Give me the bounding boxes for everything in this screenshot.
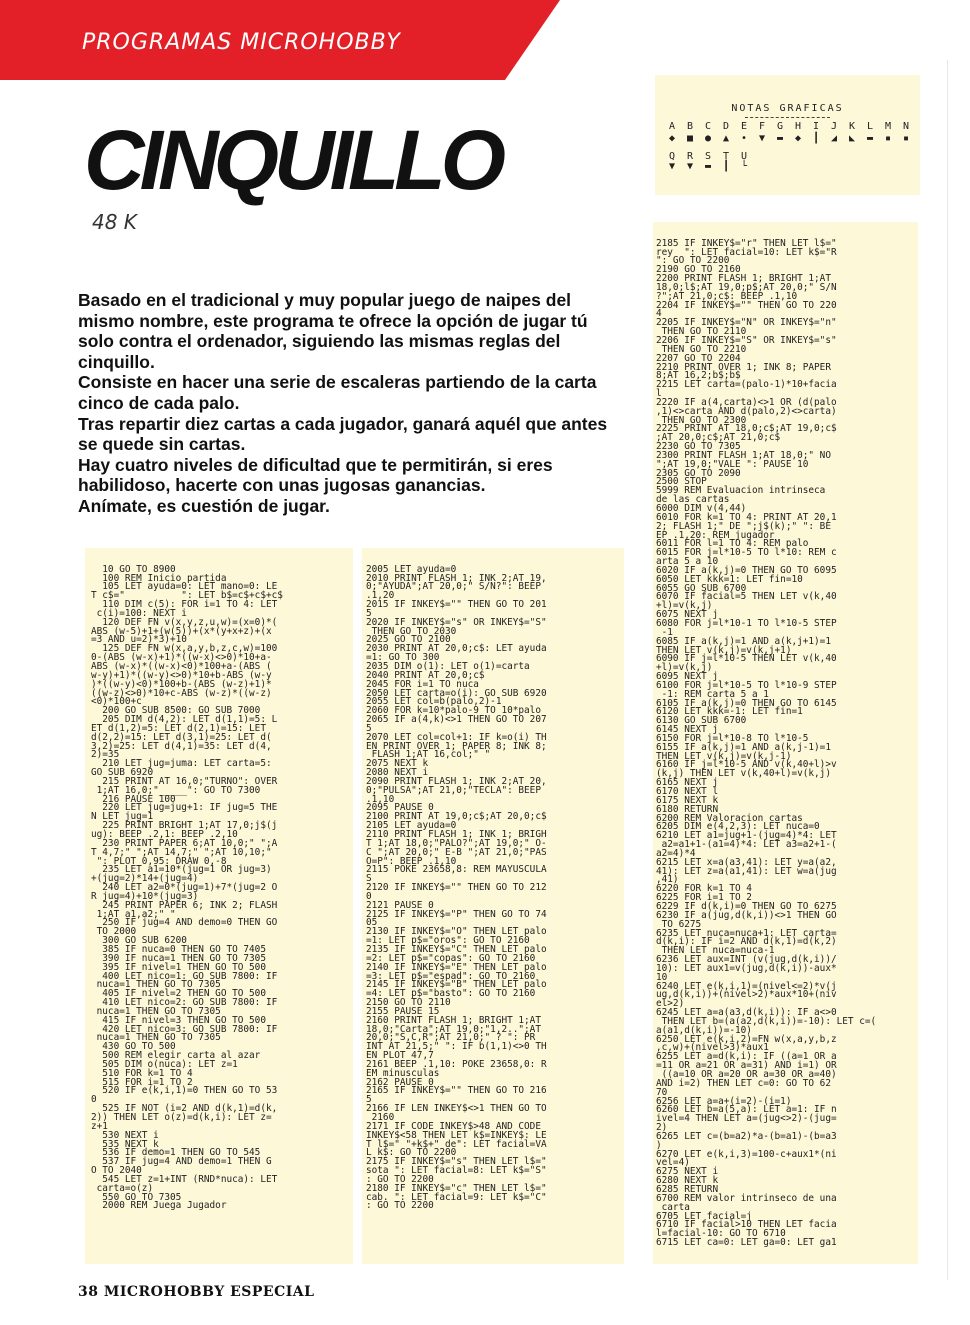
intro-text	[78, 290, 618, 517]
notes-letter: R	[686, 151, 694, 162]
card-glyph-icon: ▪	[884, 133, 892, 144]
card-glyph-icon: ◢	[830, 133, 838, 144]
card-glyph-icon: ◣	[848, 133, 856, 144]
card-glyph-icon: •	[740, 133, 748, 144]
card-glyph-icon: ▼	[686, 161, 694, 172]
card-glyph-icon: ┃	[812, 133, 820, 144]
card-glyph-icon: ▬	[866, 133, 874, 144]
notes-letter: N	[902, 121, 910, 132]
section-label: PROGRAMAS MICROHOBBY	[82, 30, 401, 55]
basic-listing-text: 2185 IF INKEY$="r" THEN LET l$=" rey ": LET facial=10: LET k$="R ": GO TO 2200 2190 GO TO 2160 2200 PRINT FLASH 1; BRIGHT 1;AT 18,0;l$;AT 19,0;p$;AT 20,0;" S/N ?";AT 21,0;c$: BEEP .1,10 2204 IF INKEY$="" THEN GO TO 220 4 2205 IF INKEY$="N" OR INKEY$="n" THEN GO TO 2110 2206 IF INKEY$="S" OR INKEY$="s" THEN GO TO 2210 2207 GO TO 2204 2210 PRINT OVER 1; INK 8; PAPER 8;AT 16,2;b$;b$ 2215 LET carta=(palo-1)*10+facia l 2220 IF a(4,carta)<>1 OR (d(palo ,1)<>carta AND d(palo,2)<>carta) THEN GO TO 2300 2225 PRINT AT 18,0;c$;AT 19,0;c$ ;AT 20,0;c$;AT 21,0;c$ 2230 GO TO 7305 2300 PRINT FLASH 1;AT 18,0;" NO ";AT 19,0;"VALE ": PAUSE 10 2305 GO TO 2090 2500 STOP 5999 REM Evaluacion intrinseca de las cartas 6000 DIM v(4,44) 6010 FOR k=1 TO 4: PRINT AT 20,1 2; FLASH 1;" DE ";j$(k);" ": BE EP .1,20: REM jugador 6011 FOR l=1 TO 4: REM palo 6015 FOR j=l*10-5 TO l*10: REM c arta 5 a 10 6020 IF a(k,j)=0 THEN GO TO 6095 6050 LET kkk=1: LET fin=10 6055 GO SUB 6700 6070 IF facial=5 THEN LET v(k,40 +l)=v(k,j) 6075 NEXT j 6080 FOR j=l*10-1 TO l*10-5 STEP -1 6085 IF a(k,j)=1 AND a(k,j+1)=1 THEN LET v(k,j)=v(k,j+1) 6090 IF j=l*10-5 THEN LET v(k,40 +l)=v(k,j) 6095 NEXT j 6100 FOR j=l*10-5 TO l*10-9 STEP -1: REM carta 5 a 1 6105 IF a(k,j)=0 THEN GO TO 6145 6120 LET kkk=-1: LET fin=1 6130 GO SUB 6700 6145 NEXT j 6150 FOR j=l*10-8 TO l*10-5 6155 IF a(k,j)=1 AND a(k,j-1)=1 THEN LET v(k,j)=v(k,j-1) 6160 IF j=l*10-5 AND v(k,40+l)>v (k,j) THEN LET v(k,40+l)=v(k,j) 6165 NEXT j 6170 NEXT l 6175 NEXT k 6180 RETURN 6200 REM Valoracion cartas 6205 DIM e(4,2,3): LET nuca=0 6210 LET a1=jug+1-(jug=4)*4: LET a2=a1+1-(a1=4)*4: LET a3=a2+1-( a2=4)*4 6215 LET x=a(a3,41): LET y=a(a2, 41): LET z=a(a1,41): LET w=a(jug ,41) 6220 FOR k=1 TO 4 6225 FOR i=1 TO 2 6229 IF d(k,i)=0 THEN GO TO 6275 6230 IF a(jug,d(k,i))<>1 THEN GO TO 6275 6235 LET nuca=nuca+1: LET carta= d(k,i): IF i=2 AND d(k,1)=d(k,2) THEN LET nuca=nuca-1 6236 LET aux=INT (v(jug,d(k,i))/ 10): LET aux1=v(jug,d(k,i))-aux* 10 6240 LET e(k,i,1)=(nivel<=2)*v(j ug,d(k,i))+(nivel>2)*aux*10+(niv el>2) 6245 LET a=a(a3,d(k,i)): IF a<>0 THEN LET b=(a(a2,d(k,i))=-10): LET c=( a(a1,d(k,i))=-10) 6250 LET e(k,i,2)=FN w(x,a,y,b,z ,c,w)+(nivel>3)*aux1 6255 LET a=d(k,i): IF ((a=1 OR a =11 OR a=21 OR a=31) AND i=1) OR ((a=10 OR a=20 OR a=30 OR a=40) AND i=2) THEN LET c=0: GO TO 62 70 6256 LET a=a+(i=2)-(i=1) 6260 LET b=a(5,a): LET a=1: IF n ivel=4 THEN LET a=(jug<>2)-(jug= 2) 6265 LET c=(b=a2)*a-(b=a1)-(b=a3 ) 6270 LET e(k,i,3)=100-c+aux1*(ni vel=4) 6275 NEXT i 6280 NEXT k 6285 RETURN 6700 REM valor intrinseco de una carta 6705 LET facial=j 6710 IF facial>10 THEN LET facia l=facial-10: GO TO 6710 6715 LET ca=0: LET ga=0: LET ga1	[656, 237, 877, 1249]
notes-letter: C	[704, 121, 712, 132]
graphic-notes-glyphs-2	[663, 161, 753, 172]
notes-letter: D	[722, 121, 730, 132]
card-glyph-icon: ◆	[794, 133, 802, 144]
card-glyph-icon: ▪	[902, 133, 910, 144]
card-glyph-icon: ▬	[776, 133, 784, 144]
notes-letter: U	[740, 151, 748, 162]
card-glyph-icon: ▲	[722, 133, 730, 144]
card-glyph-icon: ▬	[704, 161, 712, 172]
graphic-notes-row-1	[663, 121, 915, 132]
card-glyph-icon: ●	[704, 133, 712, 144]
notes-letter: H	[794, 121, 802, 132]
intro-paragraph: Hay cuatro niveles de dificultad que te permitirán, si eres habilidoso, hacerte con unas jugosas ganancias.	[78, 454, 553, 496]
notes-letter: G	[776, 121, 784, 132]
notes-letter: E	[740, 121, 748, 132]
graphic-notes-glyphs-1	[663, 133, 915, 144]
basic-listing-text: 10 GO TO 8900 100 REM Inicio partida 105 LET ayuda=0: LET mano=0: LE T c$=" ": LET b$=c$+c$+c$ 110 DIM c(5): FOR i=1 TO 4: LET c(i)=100: NEXT i 120 DEF FN v(x,y,z,u,w)=(x=0)*( ABS (w-5)+1+(w(5))+(x*(y+x+z)+(x =3 AND u=2)*3)+10 125 DEF FN w(x,a,y,b,z,c,w)=100 0-(ABS (w-x)+1)*((w-x)<>0)*10+a- ABS (w-x)*((w-x)<0)*100+a-(ABS ( w-y)+1)*((w-y)<>0)*10+b-ABS (w-y )*((w-y)<0)*100+b-(ABS (w-z)+1)* ((w-z)<>0)*10+c-ABS (w-z)*((w-z) <0)*100+c 200 GO SUB 8500: GO SUB 7000 205 DIM d(4,2): LET d(1,1)=5: L ET d(1,2)=5: LET d(2,1)=15: LET d(2,2)=15: LET d(3,1)=25: LET d( 3,2)=25: LET d(4,1)=35: LET d(4, 2)=35 210 LET jug=juma: LET carta=5: GO SUB 6920 215 PRINT AT 16,0;"TURNO": OVER 1;AT 16,0;"_____": GO TO 7300 216 PAUSE 100 220 LET jug=jug+1: IF jug=5 THE N LET jug=1 225 PRINT BRIGHT 1;AT 17,0;j$(j ug): BEEP .2,1: BEEP .2,10 230 PRINT PAPER 6;AT 10,0;" ";A T 4,7;" ";AT 14,7;" ";AT 10,10;" ": PLOT 0,95: DRAW 0,-8 235 LET a1=10*(jug=1 OR jug=3) +(jug=2)*14+(jug=4) 240 LET a2=0*(jug=1)+7*(jug=2 O R jug=4)+10*(jug=3) 245 PRINT PAPER 6; INK 2; FLASH 1;AT a1,a2;" " 250 IF jug=4 AND demo=0 THEN GO TO 2000 300 GO SUB 6200 385 IF nuca=0 THEN GO TO 7405 390 IF nuca=1 THEN GO TO 7305 395 IF nivel=1 THEN GO TO 500 400 LET nico=1: GO SUB 7800: IF nuca=1 THEN GO TO 7305 405 IF nivel=2 THEN GO TO 500 410 LET nico=2: GO SUB 7800: IF nuca=1 THEN GO TO 7305 415 IF nivel=3 THEN GO TO 500 420 LET nico=3: GO SUB 7800: IF nuca=1 THEN GO TO 7305 430 GO TO 500 500 REM elegir carta al azar 505 DIM o(nuca): LET z=1 510 FOR k=1 TO 4 515 FOR i=1 TO 2 520 IF e(k,i,1)=0 THEN GO TO 53 0 525 IF NOT (i=2 AND d(k,1)=d(k, 2)) THEN LET o(z)=d(k,i): LET z= z+1 530 NEXT i 535 NEXT k 536 IF demo=1 THEN GO TO 545 537 IF jug=4 AND demo=1 THEN G O TO 2040 545 LET z=1+INT (RND*nuca): LET carta=o(z) 550 GO TO 7305 2000 REM Juega Jugador	[91, 563, 283, 1212]
graphic-notes-box	[655, 75, 920, 195]
card-glyph-icon: ▼	[668, 161, 676, 172]
card-glyph-icon: ◆	[668, 133, 676, 144]
notes-letter: K	[848, 121, 856, 132]
notes-letter: L	[866, 121, 874, 132]
notes-letter: Q	[668, 151, 676, 162]
card-glyph-icon: ■	[686, 133, 694, 144]
intro-paragraph: Consiste en hacer una serie de escaleras partiendo de la carta cinco de cada palo.	[78, 372, 597, 413]
intro-paragraph: Anímate, es cuestión de jugar.	[78, 495, 330, 516]
graphic-notes-title: NOTAS GRAFICAS	[731, 103, 844, 114]
basic-listing-column-3	[653, 222, 918, 1264]
notes-letter: J	[830, 121, 838, 132]
notes-letter: T	[722, 151, 730, 162]
basic-listing-text: 2005 LET ayuda=0 2010 PRINT FLASH 1; INK 2;AT 19, 0;"AYUDA";AT 20,0;" S/N?": BEEP .1,20 2015 IF INKEY$="" THEN GO TO 201 5 2020 IF INKEY$="s" OR INKEY$="S" THEN GO TO 2030 2025 GO TO 2100 2030 PRINT AT 20,0;c$: LET ayuda =1: GO TO 300 2035 DIM o(1): LET o(1)=carta 2040 PRINT AT 20,0;c$ 2045 FOR i=1 TO nuca 2050 LET carta=o(i): GO SUB 6920 2055 LET col=b(palo,2)-1 2060 FOR k=10*palo-9 TO 10*palo 2065 IF a(4,k)<>1 THEN GO TO 207 5 2070 LET col=col+1: IF k=o(i) TH EN PRINT OVER 1; PAPER 8; INK 8; FLASH 1;AT 16,col;" " 2075 NEXT k 2080 NEXT i 2090 PRINT FLASH 1; INK 2;AT 20, 0;"PULSA";AT 21,0;"TECLA": BEEP .1,10 2095 PAUSE 0 2100 PRINT AT 19,0;c$;AT 20,0;c$ 2105 LET ayuda=0 2110 PRINT FLASH 1; INK 1; BRIGH T 1;AT 18,0;"PALO?";AT 19,0;" O- C ";AT 20,0;" E-B ";AT 21,0;"PAS O=P": BEEP .1,10 2115 POKE 23658,8: REM MAYUSCULA S 2120 IF INKEY$="" THEN GO TO 212 0 2121 PAUSE 0 2125 IF INKEY$="P" THEN GO TO 74 05 2130 IF INKEY$="O" THEN LET palo =1: LET p$="oros": GO TO 2160 2135 IF INKEY$="C" THEN LET palo =2: LET p$="copas": GO TO 2160 2140 IF INKEY$="E" THEN LET palo =3: LET p$="espad": GO TO 2160 2145 IF INKEY$="B" THEN LET palo =4: LET p$="basto": GO TO 2160 2150 GO TO 2110 2155 PAUSE 15 2160 PRINT FLASH 1; BRIGHT 1;AT 18,0;"Carta";AT 19,0;"1,2..";AT 20,0;"S,C,R";AT 21,0;" ? ": PR INT AT 21,5;" ": IF b(1,1)<>0 TH EN PLOT 47,7 2161 BEEP .1,10: POKE 23658,0: R EM minusculas 2162 PAUSE 0 2165 IF INKEY$="" THEN GO TO 216 5 2166 IF LEN INKEY$<>1 THEN GO TO 2160 2171 IF CODE INKEY$>48 AND CODE INKEY$<58 THEN LET k$=INKEY$: LE T l$=" "+k$+" de": LET facial=VA L k$: GO TO 2200 2175 IF INKEY$="s" THEN LET l$=" sota ": LET facial=8: LET k$="S" : GO TO 2200 2180 IF INKEY$="c" THEN LET l$=" cab. ": LET facial=9: LET k$="C" : GO TO 2200	[366, 563, 547, 1212]
basic-listing-column-1	[85, 548, 353, 1264]
article-subtitle: 48 K	[92, 210, 137, 234]
notes-letter: F	[758, 121, 766, 132]
card-glyph-icon: └	[740, 161, 748, 172]
notes-letter: I	[812, 121, 820, 132]
page-footer: 38 MICROHOBBY ESPECIAL	[78, 1284, 315, 1300]
notes-letter: A	[668, 121, 676, 132]
page-edge-line	[947, 60, 948, 1280]
notes-letter: M	[884, 121, 892, 132]
section-banner	[0, 0, 970, 80]
notes-letter: B	[686, 121, 694, 132]
card-glyph-icon: ▼	[758, 133, 766, 144]
intro-paragraph: Tras repartir diez cartas a cada jugador, ganará aquél que antes se quede sin cartas.	[78, 413, 608, 455]
article-title: CINQUILLO	[84, 113, 501, 207]
notes-letter: S	[704, 151, 712, 162]
intro-paragraph: Basado en el tradicional y muy popular juego de naipes del mismo nombre, este programa te ofrece la opción de jugar tú solo contra el ordenador, siguiendo las mismas reglas del cinquillo.	[78, 290, 588, 372]
basic-listing-column-2	[362, 548, 624, 1264]
graphic-notes-underline	[745, 117, 830, 118]
card-glyph-icon: ┃	[722, 161, 730, 172]
